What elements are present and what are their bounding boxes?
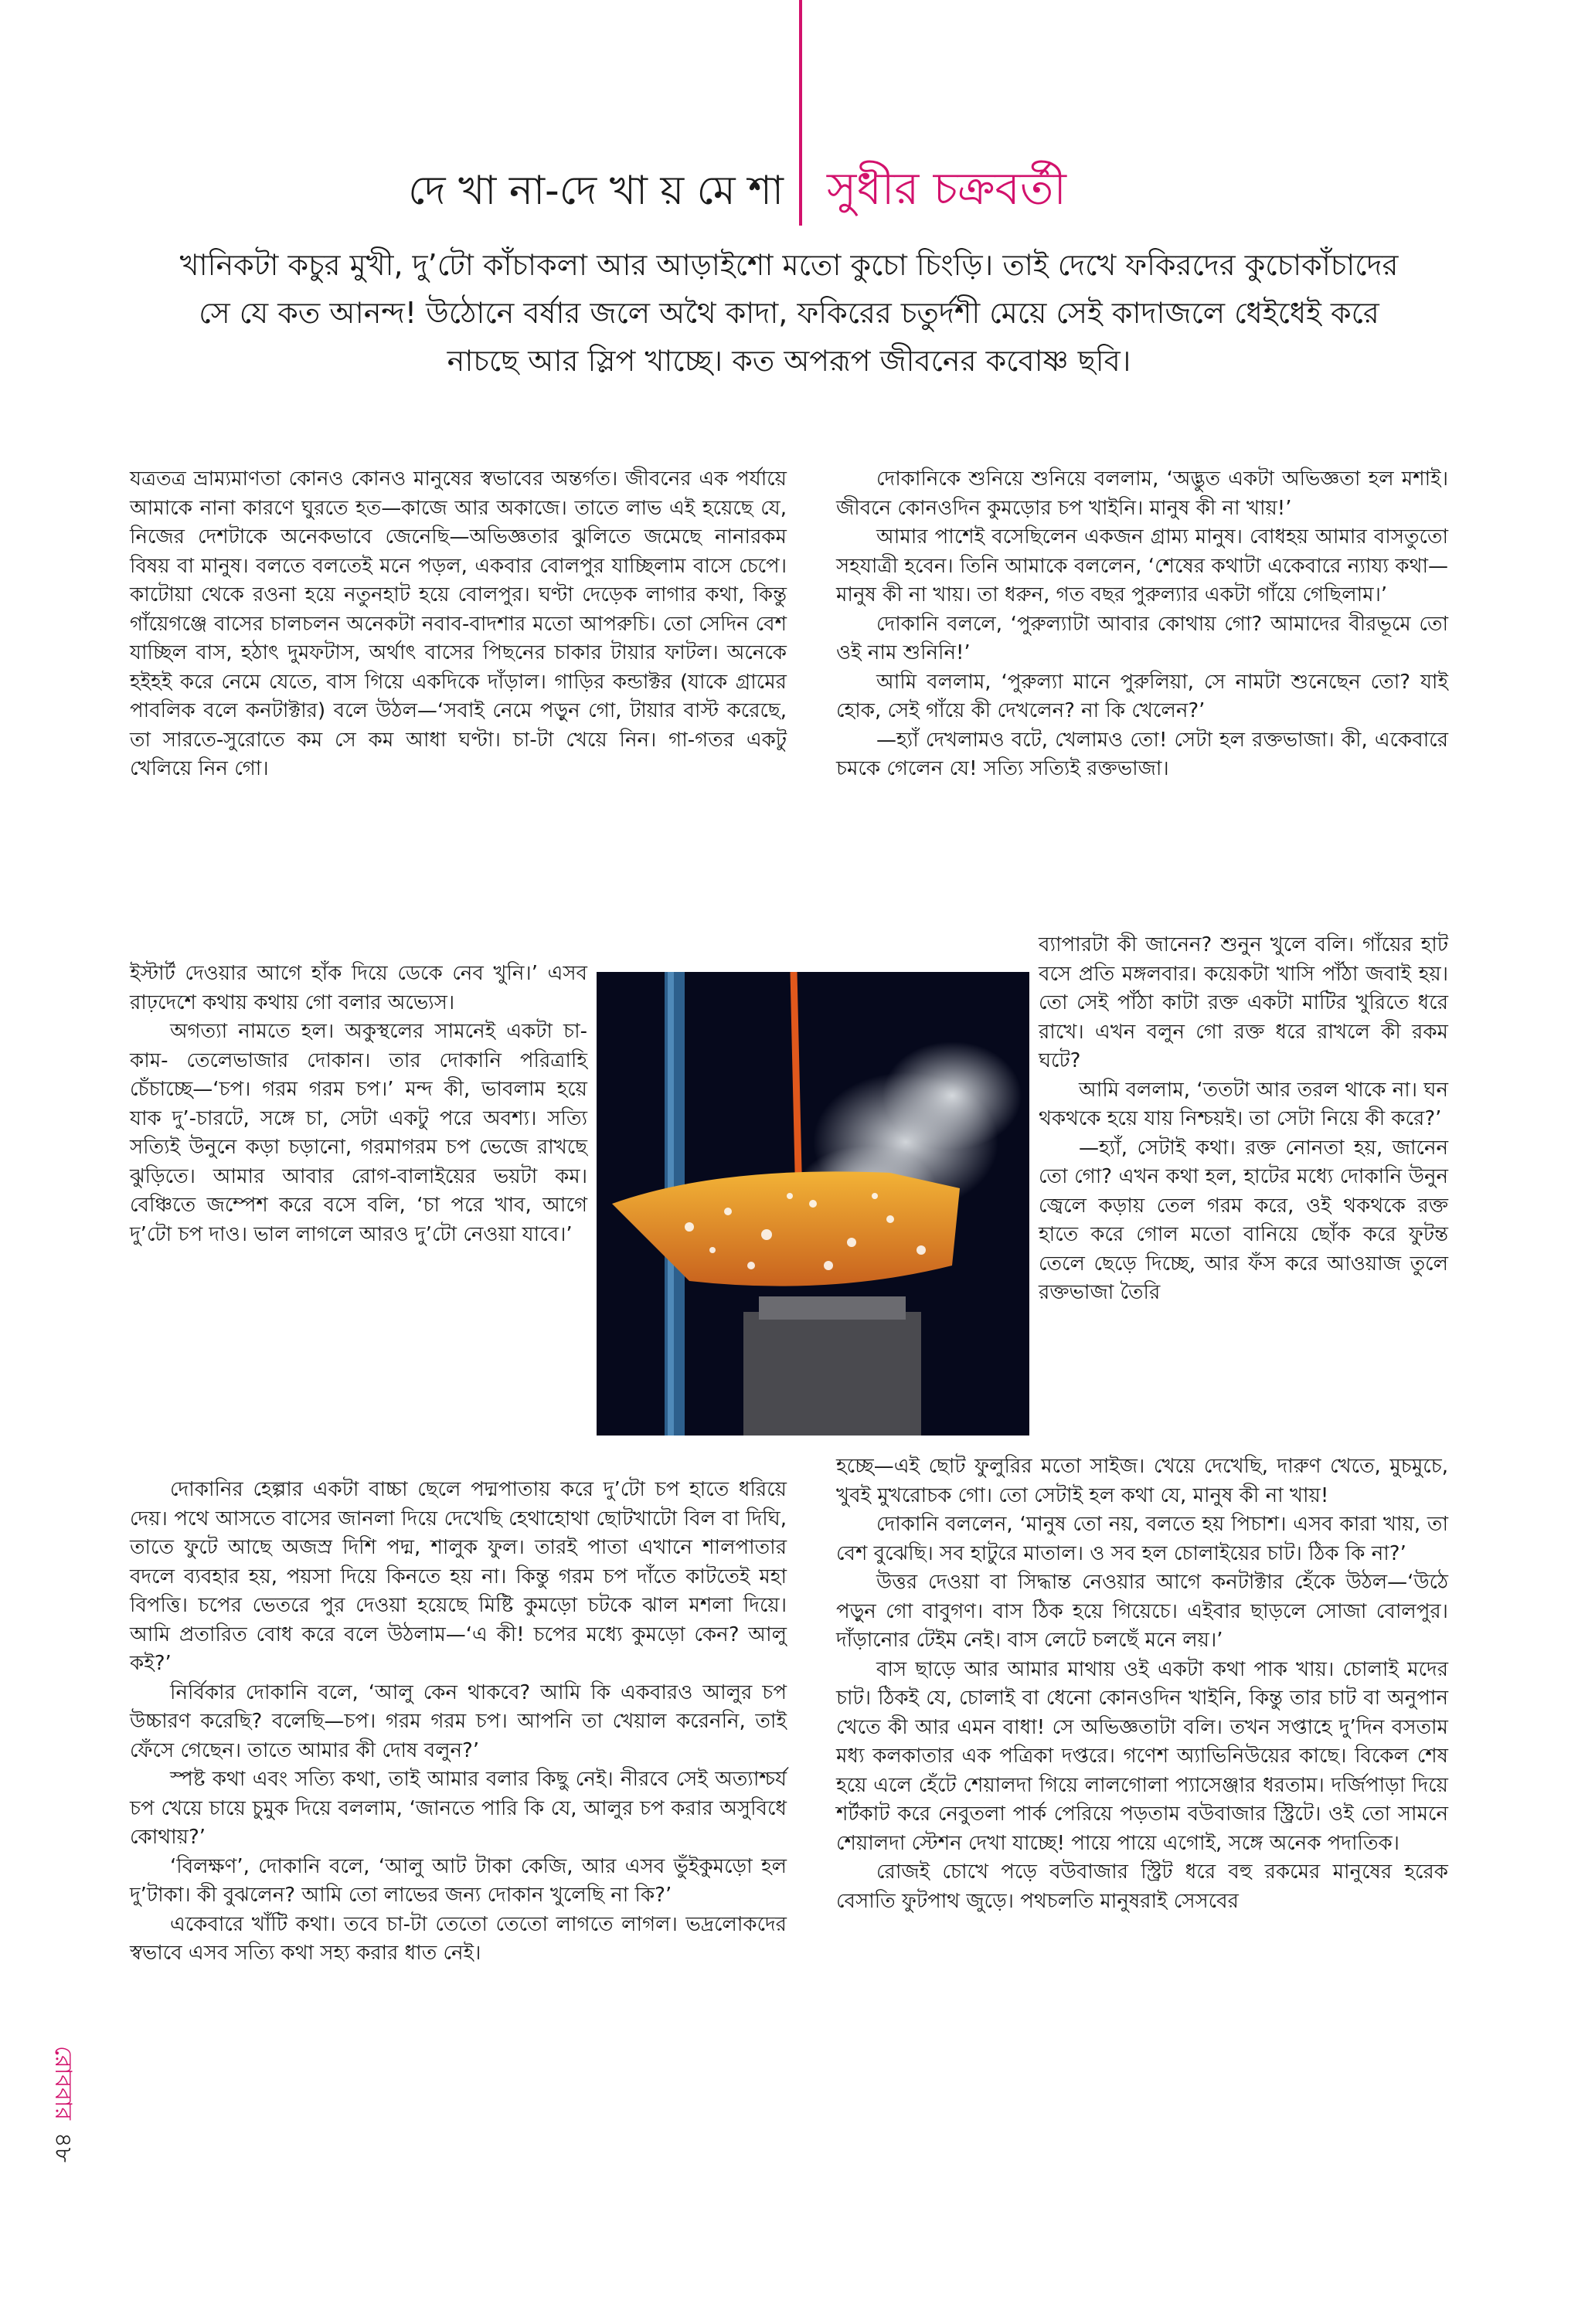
paragraph: —হ্যাঁ, সেটাই কথা। রক্ত নোনতা হয়, জানেন তো গো? এখন কথা হল, হাটের মধ্যে দোকানি উনুন জ্বেলে কড়ায় তেল গরম করে, ওই থকথকে রক্ত হাতে করে গোল মতো বানিয়ে ছোঁক করে ফুটন্ত তেলে ছেড়ে দিচ্ছে, আর ফঁস করে আওয়াজ তুলে রক্তভাজা তৈরি [1039, 1136, 1448, 1304]
paragraph: —হ্যাঁ দেখলামও বটে, খেলামও তো! সেটা হল রক্তভাজা। কী, একেবারে চমকে গেলেন যে! সত্যি সত্যিই রক্তভাজা। [836, 728, 1448, 780]
paragraph: যত্রতত্র ভ্রাম্যমাণতা কোনও কোনও মানুষের স্বভাবের অন্তর্গত। জীবনের এক পর্যায়ে আমাকে নানা কারণে ঘুরতে হত—কাজে আর অকাজে। তাতে লাভ এই হয়েছে যে, নিজের দেশটাকে অনেকভাবে জেনেছি—অভিজ্ঞতার ঝুলিতে জমেছে নানারকম বিষয় বা মানুষ। বলতে বলতেই মনে পড়ল, একবার বোলপুর যাচ্ছিলাম বাসে চেপে। কাটোয়া থেকে রওনা হয়ে নতুনহাট হয়ে বোলপুর। ঘণ্টা দেড়েক লাগার কথা, কিন্তু গাঁয়েগঞ্জে বাসের চালচলন অনেকটা নবাব-বাদশার মতো আপরুচি। তো সেদিন বেশ যাচ্ছিল বাস, হঠাৎ দুমফটাস, অর্থাৎ বাসের পিছনের চাকার টায়ার ফাটল। অনেকে হইহই করে নেমে যেতে, বাস গিয়ে একদিকে দাঁড়াল। গাড়ির কন্ডাক্টর (যাকে গ্রামের পাবলিক বলে কনটাক্টার) বলে উঠল—‘সবাই নেমে পড়ুন গো, টায়ার বাস্ট করেছে, তা সারতে-সুরোতে কম সে কম আধা ঘণ্টা। চা-টা খেয়ে নিন। গা-গতর একটু খেলিয়ে নিন গো। [130, 467, 787, 780]
paragraph: ইস্টার্ট দেওয়ার আগে হাঁক দিয়ে ডেকে নেব খুনি।’ এসব রাঢ়দেশে কথায় কথায় গো বলার অভ্যেস। [130, 962, 587, 1014]
paragraph: একেবারে খাঁটি কথা। তবে চা-টা তেতো তেতো লাগতে লাগল। ভদ্রলোকদের স্বভাবে এসব সত্যি কথা সহ্য করার ধাত নেই। [130, 1912, 787, 1965]
page-number: ৪৮ [49, 2132, 77, 2163]
right-column-wrap [1039, 931, 1448, 1308]
paragraph: নির্বিকার দোকানি বলে, ‘আলু কেন থাকবে? আমি কি একবারও আলুর চপ উচ্চারণ করেছি? বলেছি—চপ। গরম গরম চপ। আপনি তা খেয়াল করেননি, তাই ফেঁসে গেছেন। তাতে আমার কী দোষ বলুন?’ [130, 1680, 787, 1762]
paragraph: ‘বিলক্ষণ’, দোকানি বলে, ‘আলু আট টাকা কেজি, আর এসব ভুঁইকুমড়ো হল দু’টাকা। কী বুঝলেন? আমি তো লাভের জন্য দোকান খুলেছি না কি?’ [130, 1854, 787, 1907]
right-column-top [836, 465, 1448, 784]
paragraph: দোকানি বললে, ‘পুরুল্যাটা আবার কোথায় গো? আমাদের বীরভূমে তো ওই নাম শুনিনি!’ [836, 612, 1448, 664]
paragraph: দোকানির হেল্পার একটা বাচ্চা ছেলে পদ্মপাতায় করে দু’টো চপ হাতে ধরিয়ে দেয়। পথে আসতে বাসের জানলা দিয়ে দেখেছি হেথাহোথা ছোটখাটো বিল বা দিঘি, তাতে ফুটে আছে অজস্র দিশি পদ্ম, শালুক ফুল। তারই পাতা এখানে শালপাতার বদলে ব্যবহার হয়, পয়সা দিয়ে কিনতে হয় না। কিন্তু গরম চপ দাঁতে কাটতেই মহা বিপত্তি। চপের ভেতরে পুর দেওয়া হয়েছে মিষ্টি কুমড়ো চটকে ঝাল মশলা দিয়ে। আমি প্রতারিত বোধ করে বলে উঠলাম—‘এ কী! চপের মধ্যে কুমড়ো কেন? আলু কই?’ [130, 1478, 787, 1675]
paragraph: আমি বললাম, ‘ততটা আর তরল থাকে না। ঘন থকথকে হয়ে যায় নিশ্চয়ই। তা সেটা নিয়ে কী করে?’ [1039, 1078, 1448, 1130]
paragraph: ব্যাপারটা কী জানেন? শুনুন খুলে বলি। গাঁয়ের হাট বসে প্রতি মঙ্গলবার। কয়েকটা খাসি পাঁঠা জবাই হয়। তো সেই পাঁঠা কাটা রক্ত একটা মাটির খুরিতে ধরে রাখে। এখন বলুন গো রক্ত ধরে রাখলে কী রকম ঘটে? [1039, 933, 1448, 1072]
paragraph: স্পষ্ট কথা এবং সত্যি কথা, তাই আমার বলার কিছু নেই। নীরবে সেই অত্যাশ্চর্য চপ খেয়ে চায়ে চুমুক দিয়ে বললাম, ‘জানতে পারি কি যে, আলুর চপ করার অসুবিধে কোথায়?’ [130, 1768, 787, 1849]
left-column-wrap [130, 960, 587, 1249]
paragraph: রোজই চোখে পড়ে বউবাজার স্ট্রিট ধরে বহু রকমের মানুষের হরেক বেসাতি ফুটপাথ জুড়ে। পথচলতি মানুষরাই সেসবের [836, 1860, 1448, 1913]
paragraph: হচ্ছে—এই ছোট ফুলুরির মতো সাইজ। খেয়ে দেখেছি, দারুণ খেতে, মুচমুচে, খুবই মুখরোচক গো। তো সেটাই হল কথা যে, মানুষ কী না খায়! [836, 1455, 1448, 1507]
paragraph: আমি বললাম, ‘পুরুল্যা মানে পুরুলিয়া, সে নামটা শুনেছেন তো? যাই হোক, সেই গাঁয়ে কী দেখলেন? না কি খেলেন?’ [836, 670, 1448, 722]
paragraph: দোকানি বললেন, ‘মানুষ তো নয়, বলতে হয় পিচাশ। এসব কারা খায়, তা বেশ বুঝেছি। সব হাটুরে মাতাল। ও সব হল চোলাইয়ের চাট। ঠিক কি না?’ [836, 1513, 1448, 1565]
left-column-top [130, 465, 787, 784]
paragraph: বাস ছাড়ে আর আমার মাথায় ওই একটা কথা পাক খায়। চোলাই মদের চাট। ঠিকই যে, চোলাই বা ধেনো কোনওদিন খাইনি, কিন্তু তার চাট বা অনুপান খেতে কী আর এমন বাধা! সে অভিজ্ঞতাটা বলি। তখন সপ্তাহে দু’দিন বসতাম মধ্য কলকাতার এক পত্রিকা দপ্তরে। গণেশ অ্যাভিনিউয়ের কাছে। বিকেল শেষ হয়ে এলে হেঁটে শেয়ালদা গিয়ে লালগোলা প্যাসেঞ্জার ধরতাম। দর্জিপাড়া দিয়ে শর্টকাট করে নেবুতলা পার্ক পেরিয়ে পড়তাম বউবাজার স্ট্রিটে। ওই তো সামনে শেয়ালদা স্টেশন দেখা যাচ্ছে! পায়ে পায়ে এগোই, সঙ্গে অনেক পদাতিক। [836, 1657, 1448, 1855]
right-column-bottom [836, 1452, 1448, 1916]
paragraph: আমার পাশেই বসেছিলেন একজন গ্রাম্য মানুষ। বোধহয় আমার বাসতুতো সহযাত্রী হবেন। তিনি আমাকে বললেন, ‘শেষের কথাটা একেবারে ন্যায্য কথা—মানুষ কী না খায়। তা ধরুন, গত বছর পুরুল্যার একটা গাঁয়ে গেছিলাম।’ [836, 525, 1448, 606]
article-photo [597, 972, 1029, 1436]
left-column-bottom [130, 1476, 787, 1969]
title-divider [799, 0, 802, 226]
paragraph: দোকানিকে শুনিয়ে শুনিয়ে বললাম, ‘অদ্ভুত একটা অভিজ্ঞতা হল মশাই। জীবনে কোনওদিন কুমড়োর চপ খাইনি। মানুষ কী না খায়!’ [836, 467, 1448, 520]
paragraph: উত্তর দেওয়া বা সিদ্ধান্ত নেওয়ার আগে কনটাক্টার হেঁকে উঠল—‘উঠে পড়ুন গো বাবুগণ। বাস ঠিক হয়ে গিয়েচে। এইবার ছাড়লে সোজা বোলপুর। দাঁড়ানোর টেইম নেই। বাস লেটে চলছেঁ মনে লয়।’ [836, 1571, 1448, 1652]
page-folio [43, 2046, 82, 2162]
author-name: সুধীর চক্রবর্তী [827, 162, 1066, 215]
magazine-name: রোববার [49, 2046, 77, 2120]
article-title: দে খা না-দে খা য় মে শা [408, 168, 784, 214]
fried-food-photo-illustration [597, 972, 1029, 1436]
intro-standfirst: খানিকটা কচুর মুখী, দু’টো কাঁচাকলা আর আড়াইশো মতো কুচো চিংড়ি। তাই দেখে ফকিরদের কুচোকাঁচাদের সে যে কত আনন্দ! উঠোনে বর্ষার জলে অথৈ কাদা, ফকিরের চতুর্দশী মেয়ে সেই কাদাজলে ধেইধেই করে নাচছে আর স্লিপ খাচ্ছে। কত অপরূপ জীবনের কবোষ্ণ ছবি। [179, 248, 1399, 378]
paragraph: অগত্যা নামতে হল। অকুস্থলের সামনেই একটা চা-কাম- তেলেভাজার দোকান। তার দোকানি পরিত্রাহি চেঁচাচ্ছে—‘চপ। গরম গরম চপ।’ মন্দ কী, ভাবলাম হয়ে যাক দু’-চারটে, সঙ্গে চা, সেটা একটু পরে অবশ্য। সত্যি সত্যিই উনুনে কড়া চড়ানো, গরমাগরম চপ ভেজে রাখছে ঝুড়িতে। আমার আবার রোগ-বালাইয়ের ভয়টা কম। বেঞ্চিতে জম্পেশ করে বসে বলি, ‘চা পরে খাব, আগে দু’টো চপ দাও। ভাল লাগলে আরও দু’টো নেওয়া যাবে।’ [130, 1020, 587, 1246]
